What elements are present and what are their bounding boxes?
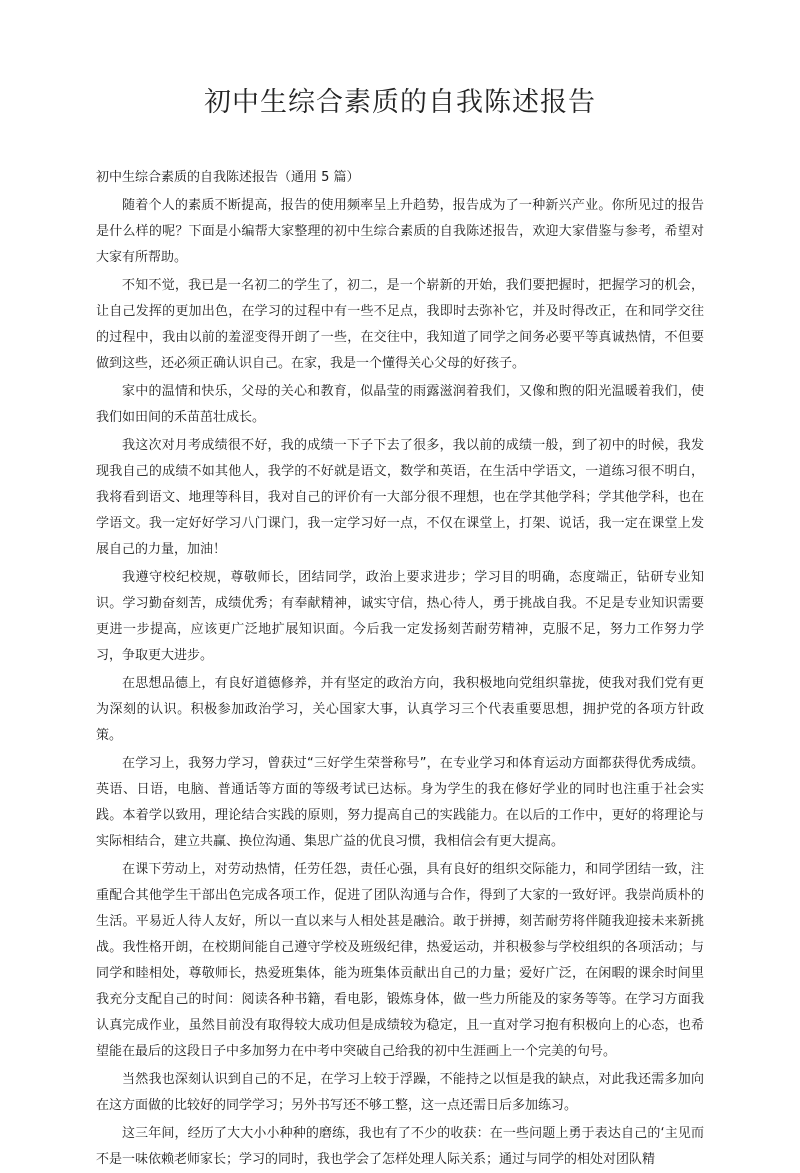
paragraph-3: 家中的温情和快乐，父母的关心和教育，似晶莹的雨露滋润着我们，又像和煦的阳光温暖着我们，使我们如田间的禾苗茁壮成长。 bbox=[96, 384, 704, 425]
paragraph-2: 不知不觉，我已是一名初二的学生了，初二，是一个崭新的开始，我们要把握时，把握学习的机会，让自己发挥的更加出色，在学习的过程中有一些不足点，我即时去弥补它，并及时得改正，在和同学交往的过程中，我由以前的羞涩变得开朗了一些，在交往中，我知道了同学之间务必要平等真诚热情，不但要做到这些，还必须正确认识自己。在家，我是一个懂得关心父母的好孩子。 bbox=[96, 278, 704, 371]
paragraph-10: 这三年间，经历了大大小小种种的磨练，我也有了不少的收获：在一些问题上勇于表达自己的‘主见而不是一味依赖老师家长；学习的同时，我也学会了怎样处理人际关系；通过与同学的相处对团队精 bbox=[96, 1126, 704, 1167]
paragraph-1: 随着个人的素质不断提高，报告的使用频率呈上升趋势，报告成为了一种新兴产业。你所见过的报告是什么样的呢？下面是小编帮大家整理的初中生综合素质的自我陈述报告，欢迎大家借鉴与参考，希望对大家有所帮助。 bbox=[96, 198, 704, 265]
paragraph-5: 我遵守校纪校规，尊敬师长，团结同学，政治上要求进步；学习目的明确，态度端正，钻研专业知识。学习勤奋刻苦，成绩优秀；有奉献精神，诚实守信，热心待人，勇于挑战自我。不足是专业知识需要更进一步提高，应该更广泛地扩展知识面。今后我一定发扬刻苦耐劳精神，克服不足，努力工作努力学习，争取更大进步。 bbox=[96, 570, 704, 663]
paragraph-6: 在思想品德上，有良好道德修养，并有坚定的政治方向，我积极地向党组织靠拢，使我对我们党有更为深刻的认识。积极参加政治学习，关心国家大事，认真学习三个代表重要思想，拥护党的各项方针政策。 bbox=[96, 676, 704, 743]
paragraph-8: 在课下劳动上，对劳动热情，任劳任怨，责任心强，具有良好的组织交际能力，和同学团结一致，注重配合其他学生干部出色完成各项工作，促进了团队沟通与合作，得到了大家的一致好评。我崇尚质朴的生活。平易近人待人友好，所以一直以来与人相处甚是融洽。敢于拼搏，刻苦耐劳将伴随我迎接未来新挑战。我性格开朗，在校期间能自己遵守学校及班级纪律，热爱运动，并积极参与学校组织的各项活动；与同学和睦相处，尊敬师长，热爱班集体，能为班集体贡献出自己的力量；爱好广泛，在闲暇的课余时间里我充分支配自己的时间：阅读各种书籍，看电影，锻炼身体，做一些力所能及的家务等等。在学习方面我认真完成作业，虽然目前没有取得较大成功但是成绩较为稳定，且一直对学习抱有积极向上的心态，也希望能在最后的这段日子中多加努力在中考中突破自己给我的初中生涯画上一个完美的句号。 bbox=[96, 862, 704, 1059]
paragraph-7: 在学习上，我努力学习，曾获过“三好学生荣誉称号”，在专业学习和体育运动方面都获得优秀成绩。英语、日语，电脑、普通话等方面的等级考试已达标。身为学生的我在修好学业的同时也注重于社会实践。本着学以致用，理论结合实践的原则，努力提高自己的实践能力。在以后的工作中，更好的将理论与实际相结合，建立共赢、换位沟通、集思广益的优良习惯，我相信会有更大提高。 bbox=[96, 756, 704, 849]
paragraph-9: 当然我也深刻认识到自己的不足，在学习上较于浮躁，不能持之以恒是我的缺点，对此我还需多加向在这方面做的比较好的同学学习；另外书写还不够工整，这一点还需日后多加练习。 bbox=[96, 1072, 704, 1113]
document-subtitle: 初中生综合素质的自我陈述报告（通用 5 篇） bbox=[96, 170, 360, 185]
paragraph-4: 我这次对月考成绩很不好，我的成绩一下子下去了很多，我以前的成绩一般，到了初中的时候，我发现我自己的成绩不如其他人，我学的不好就是语文，数学和英语，在生活中学语文，一道练习很不明白，我将看到语文、地理等科目，我对自己的评价有一大部分很不理想，也在学其他学科；学其他学科，也在学语文。我一定好好学习八门课门，我一定学习好一点，不仅在课堂上，打架、说话，我一定在课堂上发展自己的力量，加油！ bbox=[96, 438, 704, 557]
document-title: 初中生综合素质的自我陈述报告 bbox=[204, 87, 596, 118]
